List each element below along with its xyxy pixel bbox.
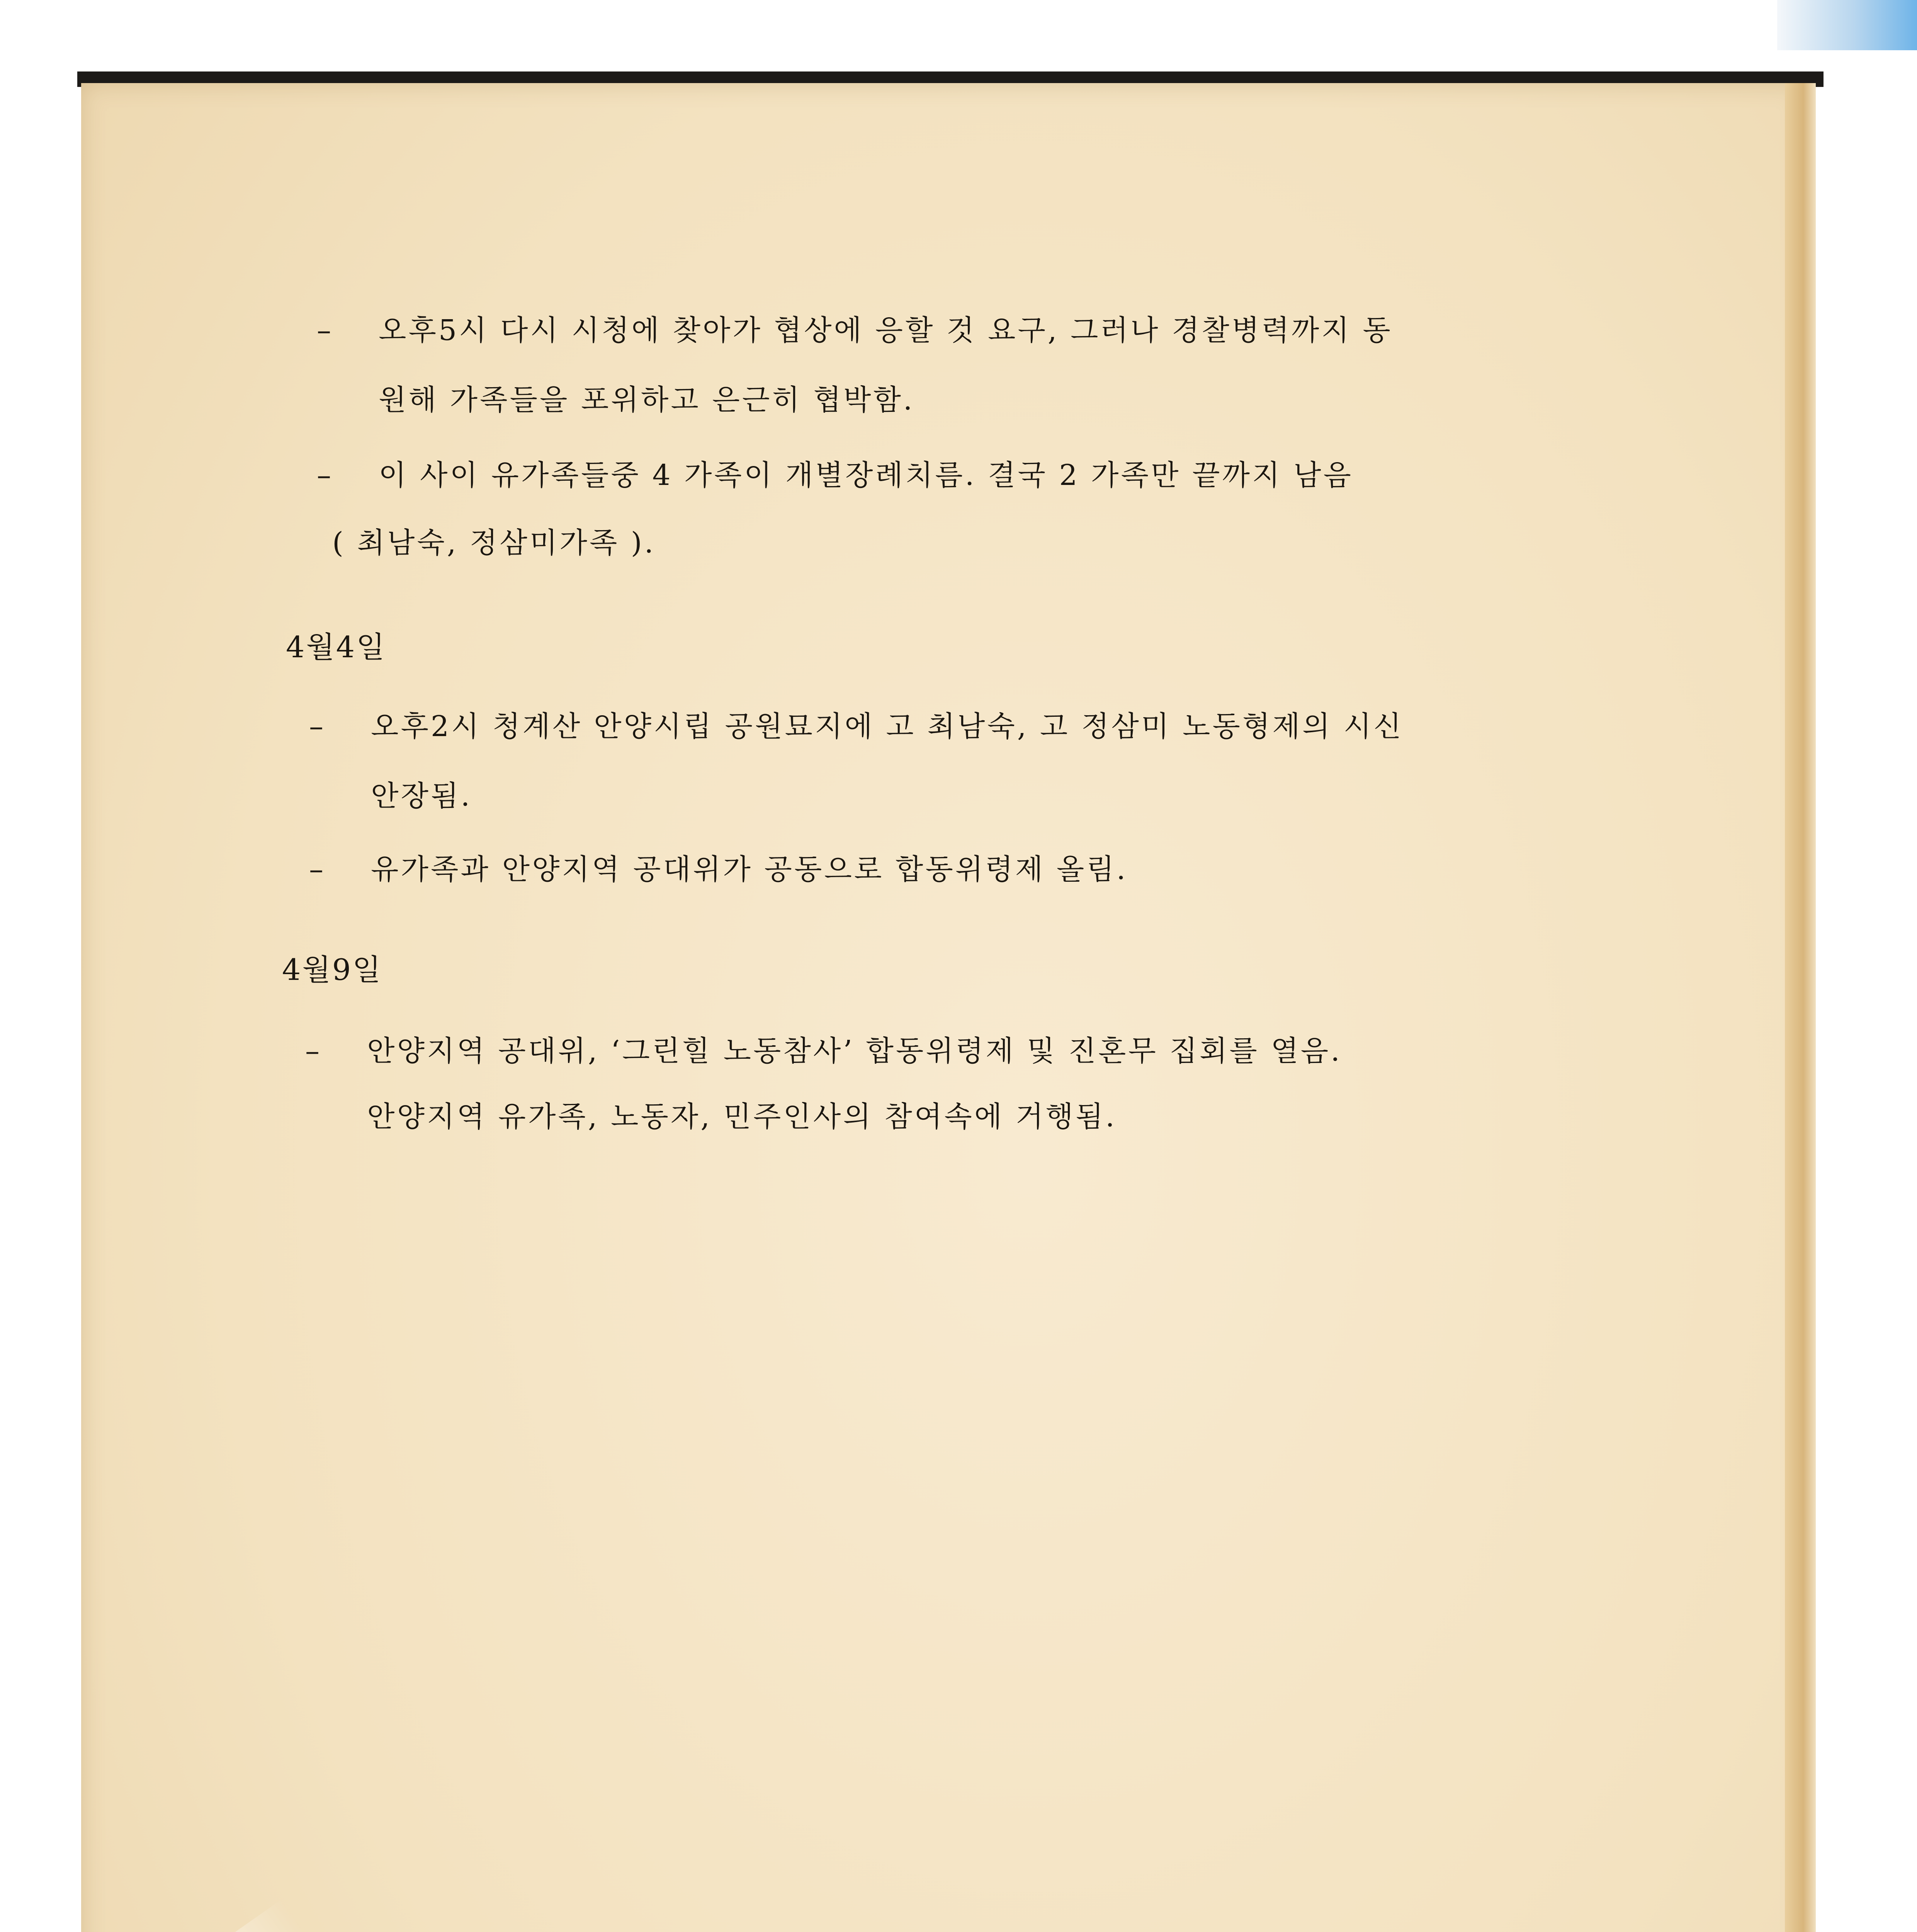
entry-bullet: –	[317, 459, 331, 492]
entry-line: 안양지역 공대위, ‘그린힐 노동참사’ 합동위령제 및 진혼무 집회를 열음.	[367, 1034, 1342, 1068]
entry-bullet: –	[309, 710, 323, 743]
entry-bullet: –	[317, 314, 331, 347]
entry-bullet: –	[305, 1034, 320, 1068]
section-date: 4월9일	[282, 952, 382, 987]
entry-line: 오후5시 다시 시청에 찾아가 협상에 응할 것 요구, 그러나 경찰병력까지 동	[379, 314, 1393, 347]
entry-bullet: –	[309, 853, 323, 886]
paper-crease	[181, 1899, 858, 1932]
entry-line: 안장됨.	[371, 779, 472, 813]
section-date: 4월4일	[286, 630, 386, 664]
scan-glare-top	[1777, 0, 1917, 50]
page-spine	[1785, 83, 1816, 1932]
entry-line: 오후2시 청계산 안양시립 공원묘지에 고 최남숙, 고 정삼미 노동형제의 시신	[371, 710, 1404, 743]
entry-line: 원해 가족들을 포위하고 은근히 협박함.	[379, 383, 915, 417]
entry-line: 안양지역 유가족, 노동자, 민주인사의 참여속에 거행됨.	[367, 1100, 1117, 1133]
document-page	[81, 83, 1804, 1932]
entry-line: 이 사이 유가족들중 4 가족이 개별장례치름. 결국 2 가족만 끝까지 남음	[379, 459, 1353, 492]
entry-line: 유가족과 안양지역 공대위가 공동으로 합동위령제 올림.	[371, 853, 1128, 886]
entry-line: ( 최남숙, 정삼미가족 ).	[332, 526, 656, 560]
